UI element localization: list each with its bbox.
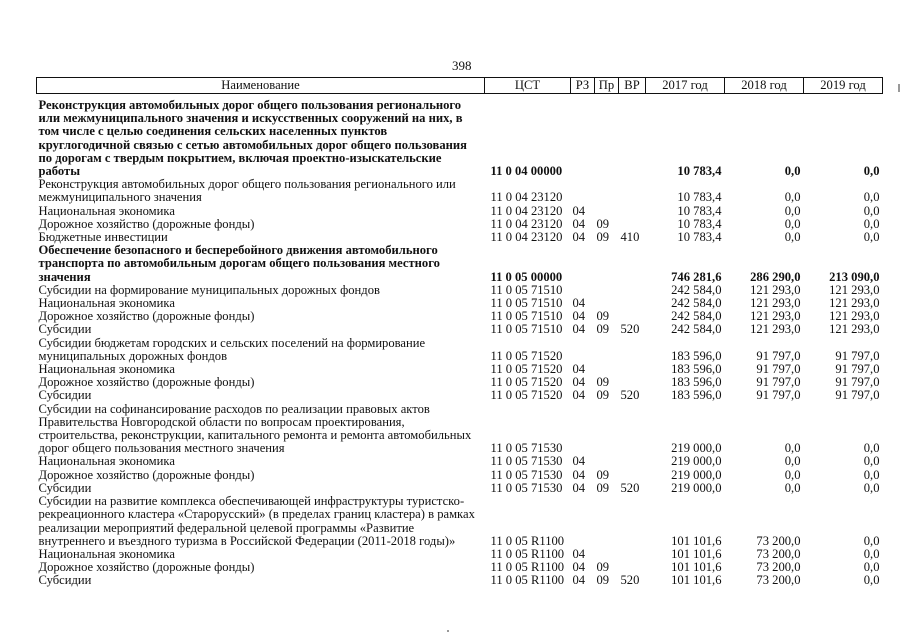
header-name: Наименование: [37, 78, 485, 94]
row-value-2018: 73 200,0: [756, 560, 801, 575]
row-value-2018: 121 293,0: [750, 282, 801, 297]
row-pr: [595, 403, 619, 456]
row-value-2017: 219 000,0: [671, 467, 722, 482]
row-name: Дорожное хозяйство (дорожные фонды): [38, 375, 255, 390]
row-value-2019: 91 797,0: [835, 375, 880, 390]
row-rz: 04: [572, 216, 586, 231]
row-value-2018: 91 797,0: [756, 375, 801, 390]
row-vr: 520: [620, 322, 640, 337]
row-vr: [619, 297, 646, 310]
row-pr: [595, 455, 619, 468]
row-value-2018: 73 200,0: [756, 533, 801, 548]
row-cst: 11 0 05 R1100: [490, 546, 565, 561]
row-value-2017: 101 101,6: [671, 533, 722, 548]
row-rz: 04: [572, 375, 586, 390]
row-cst: 11 0 04 00000: [490, 164, 563, 179]
row-name: Субсидии: [38, 573, 92, 588]
row-value-2018: 0,0: [784, 203, 801, 218]
row-pr: [595, 337, 619, 363]
row-value-2017: 101 101,6: [671, 546, 722, 561]
row-value-2018: 73 200,0: [756, 573, 801, 588]
row-cst: 11 0 05 R1100: [490, 573, 565, 588]
row-pr: [595, 178, 619, 204]
row-name: Бюджетные инвестиции: [38, 230, 168, 245]
header-pr: Пр: [595, 78, 619, 94]
row-value-2018: 0,0: [784, 480, 801, 495]
row-value-2019: 91 797,0: [835, 388, 880, 403]
row-vr: [619, 284, 646, 297]
row-rz: 04: [572, 467, 586, 482]
row-cst: 11 0 04 23120: [490, 230, 563, 245]
row-value-2017: 183 596,0: [671, 375, 722, 390]
row-pr: 09: [596, 560, 610, 575]
row-value-2019: 0,0: [863, 190, 880, 205]
row-pr: 09: [596, 573, 610, 588]
row-rz: [571, 244, 595, 284]
row-pr: 09: [596, 375, 610, 390]
row-name: Национальная экономика: [38, 362, 175, 377]
row-name: Национальная экономика: [38, 546, 175, 561]
row-value-2018: 91 797,0: [756, 348, 801, 363]
row-value-2017: 242 584,0: [671, 296, 722, 311]
row-cst: 11 0 05 71530: [490, 454, 563, 469]
row-rz: [571, 403, 595, 456]
page-edge-mark: [898, 84, 900, 92]
header-2017: 2017 год: [646, 78, 725, 94]
row-value-2017: 219 000,0: [671, 441, 722, 456]
row-value-2019: 121 293,0: [829, 309, 880, 324]
row-name: Обеспечение безопасного и бесперебойного движения автомобильного транспорта по автомобильным дорогам общего пользования местного значения: [38, 243, 440, 284]
row-rz: [571, 495, 595, 548]
row-vr: 410: [620, 230, 640, 245]
row-rz: 04: [572, 388, 586, 403]
row-value-2019: 121 293,0: [829, 322, 880, 337]
header-vr: ВР: [619, 78, 646, 94]
row-rz: [571, 94, 595, 179]
row-name: Дорожное хозяйство (дорожные фонды): [38, 216, 255, 231]
header-2018: 2018 год: [725, 78, 804, 94]
row-name: Национальная экономика: [38, 454, 175, 469]
row-value-2019: 0,0: [863, 467, 880, 482]
table-row: [37, 244, 883, 284]
row-value-2018: 0,0: [784, 190, 801, 205]
row-pr: [595, 205, 619, 218]
row-name: Субсидии на формирование муниципальных дорожных фондов: [38, 282, 380, 297]
row-vr: [619, 178, 646, 204]
row-value-2018: 91 797,0: [756, 362, 801, 377]
row-name: Субсидии бюджетам городских и сельских поселений на формирование муниципальных дорожных фондов: [38, 335, 426, 363]
row-value-2019: 121 293,0: [829, 282, 880, 297]
row-vr: [619, 469, 646, 482]
row-value-2018: 0,0: [784, 467, 801, 482]
header-rz: РЗ: [571, 78, 595, 94]
row-rz: 04: [572, 560, 586, 575]
row-value-2017: 10 783,4: [677, 190, 722, 205]
row-vr: [619, 205, 646, 218]
row-value-2017: 101 101,6: [671, 573, 722, 588]
row-cst: 11 0 05 71530: [490, 441, 563, 456]
row-pr: [595, 284, 619, 297]
row-pr: 09: [596, 216, 610, 231]
row-vr: [619, 548, 646, 561]
row-name: Реконструкция автомобильных дорог общего пользования регионального или межмуниципального значения и искусственных сооружений на них, в том числе с целью соединения сельских населенных пунктов круглогодичной связью с сетью автомобильных дорог общего пользования по дорогам с твердым покрытием, включая проектно-изыскательские работы: [38, 98, 467, 179]
row-rz: 04: [572, 203, 586, 218]
row-pr: 09: [596, 230, 610, 245]
row-value-2017: 219 000,0: [671, 454, 722, 469]
row-vr: [619, 455, 646, 468]
row-name: Субсидии на софинансирование расходов по реализации правовых актов Правительства Новгородской области по вопросам проектирования, строительства, реконструкции, капитального ремонта и ремонта автомобильных дорог общего пользования местного значения: [38, 401, 472, 456]
row-value-2017: 10 783,4: [677, 216, 722, 231]
row-rz: 04: [572, 546, 586, 561]
row-pr: [595, 94, 619, 179]
row-name: Национальная экономика: [38, 296, 175, 311]
row-value-2017: 10 783,4: [677, 164, 722, 179]
row-name: Субсидии на развитие комплекса обеспечивающей инфраструктуры туристско-рекреационного кластера «Старорусский» (в пределах границ кластера) в рамках реализации мероприятий федеральной целевой программы «Развитие внутреннего и въездного туризма в Российской Федерации (2011-2018 годы)»: [38, 494, 475, 548]
row-cst: 11 0 05 71510: [490, 282, 563, 297]
page-bottom-mark: [447, 630, 449, 632]
table-row: [37, 469, 883, 482]
row-value-2017: 10 783,4: [677, 203, 722, 218]
row-cst: 11 0 05 R1100: [490, 533, 565, 548]
row-value-2019: 121 293,0: [829, 296, 880, 311]
row-rz: 04: [572, 480, 586, 495]
row-cst: 11 0 05 R1100: [490, 560, 565, 575]
row-value-2019: 0,0: [863, 230, 880, 245]
row-name: Субсидии: [38, 388, 92, 403]
row-value-2019: 0,0: [863, 164, 880, 179]
row-cst: 11 0 04 23120: [490, 203, 563, 218]
table-row: [37, 574, 883, 587]
row-pr: 09: [596, 309, 610, 324]
table-header-row: [37, 78, 883, 94]
row-rz: 04: [572, 573, 586, 588]
row-cst: 11 0 05 71510: [490, 309, 563, 324]
row-rz: 04: [572, 454, 586, 469]
row-cst: 11 0 05 71530: [490, 467, 563, 482]
row-pr: [595, 495, 619, 548]
table-row: [37, 94, 883, 179]
row-value-2019: 0,0: [863, 533, 880, 548]
row-vr: 520: [620, 573, 640, 588]
budget-table: [36, 77, 883, 588]
header-cst: ЦСТ: [485, 78, 571, 94]
table-row: [37, 323, 883, 336]
row-value-2017: 101 101,6: [671, 560, 722, 575]
table-row: [37, 455, 883, 468]
row-rz: [571, 337, 595, 363]
row-vr: [619, 403, 646, 456]
row-value-2018: 121 293,0: [750, 309, 801, 324]
row-value-2017: 746 281,6: [671, 269, 722, 284]
row-value-2019: 0,0: [863, 480, 880, 495]
row-value-2017: 183 596,0: [671, 348, 722, 363]
row-value-2018: 73 200,0: [756, 546, 801, 561]
row-vr: 520: [620, 480, 640, 495]
row-value-2019: 213 090,0: [829, 269, 880, 284]
row-cst: 11 0 05 71520: [490, 362, 563, 377]
row-value-2017: 183 596,0: [671, 388, 722, 403]
row-value-2017: 219 000,0: [671, 480, 722, 495]
row-value-2018: 121 293,0: [750, 322, 801, 337]
row-pr: [595, 244, 619, 284]
row-rz: 04: [572, 230, 586, 245]
row-rz: 04: [572, 296, 586, 311]
row-pr: 09: [596, 480, 610, 495]
row-value-2019: 0,0: [863, 560, 880, 575]
row-name: Дорожное хозяйство (дорожные фонды): [38, 467, 255, 482]
table-row: [37, 178, 883, 204]
row-value-2018: 91 797,0: [756, 388, 801, 403]
row-value-2018: 0,0: [784, 216, 801, 231]
table-row: [37, 495, 883, 548]
row-value-2019: 91 797,0: [835, 362, 880, 377]
row-cst: 11 0 05 71510: [490, 322, 563, 337]
row-rz: [571, 178, 595, 204]
row-name: Дорожное хозяйство (дорожные фонды): [38, 560, 255, 575]
row-value-2017: 242 584,0: [671, 309, 722, 324]
row-pr: 09: [596, 388, 610, 403]
row-value-2019: 0,0: [863, 546, 880, 561]
row-value-2017: 242 584,0: [671, 322, 722, 337]
row-value-2018: 121 293,0: [750, 296, 801, 311]
table-body: [37, 94, 883, 588]
row-name: Субсидии: [38, 480, 92, 495]
row-vr: [619, 495, 646, 548]
row-name: Субсидии: [38, 322, 92, 337]
row-value-2019: 0,0: [863, 216, 880, 231]
row-name: Дорожное хозяйство (дорожные фонды): [38, 309, 255, 324]
row-value-2018: 286 290,0: [750, 269, 801, 284]
row-value-2017: 183 596,0: [671, 362, 722, 377]
row-cst: 11 0 05 71520: [490, 348, 563, 363]
page-number: 398: [452, 58, 472, 73]
row-name: Реконструкция автомобильных дорог общего пользования регионального или межмуниципального значения: [38, 177, 456, 205]
row-rz: 04: [572, 362, 586, 377]
row-value-2019: 0,0: [863, 203, 880, 218]
row-rz: 04: [572, 322, 586, 337]
row-value-2018: 0,0: [784, 164, 801, 179]
row-value-2017: 10 783,4: [677, 230, 722, 245]
row-vr: [619, 94, 646, 179]
row-value-2018: 0,0: [784, 230, 801, 245]
row-pr: 09: [596, 322, 610, 337]
row-vr: [619, 244, 646, 284]
row-value-2019: 0,0: [863, 454, 880, 469]
row-value-2019: 0,0: [863, 441, 880, 456]
row-rz: 04: [572, 309, 586, 324]
row-vr: [619, 363, 646, 376]
row-cst: 11 0 04 23120: [490, 216, 563, 231]
table-row: [37, 337, 883, 363]
row-pr: 09: [596, 467, 610, 482]
row-value-2019: 91 797,0: [835, 348, 880, 363]
table-row: [37, 389, 883, 402]
row-value-2018: 0,0: [784, 454, 801, 469]
table-row: [37, 205, 883, 218]
header-2019: 2019 год: [804, 78, 883, 94]
row-cst: 11 0 05 71510: [490, 296, 563, 311]
row-cst: 11 0 05 00000: [490, 269, 563, 284]
row-cst: 11 0 05 71520: [490, 388, 563, 403]
row-cst: 11 0 05 71520: [490, 375, 563, 390]
row-cst: 11 0 05 71530: [490, 480, 563, 495]
row-value-2019: 0,0: [863, 573, 880, 588]
row-cst: 11 0 04 23120: [490, 190, 563, 205]
row-vr: [619, 337, 646, 363]
row-vr: 520: [620, 388, 640, 403]
row-name: Национальная экономика: [38, 203, 175, 218]
row-value-2017: 242 584,0: [671, 282, 722, 297]
row-value-2018: 0,0: [784, 441, 801, 456]
table-row: [37, 403, 883, 456]
